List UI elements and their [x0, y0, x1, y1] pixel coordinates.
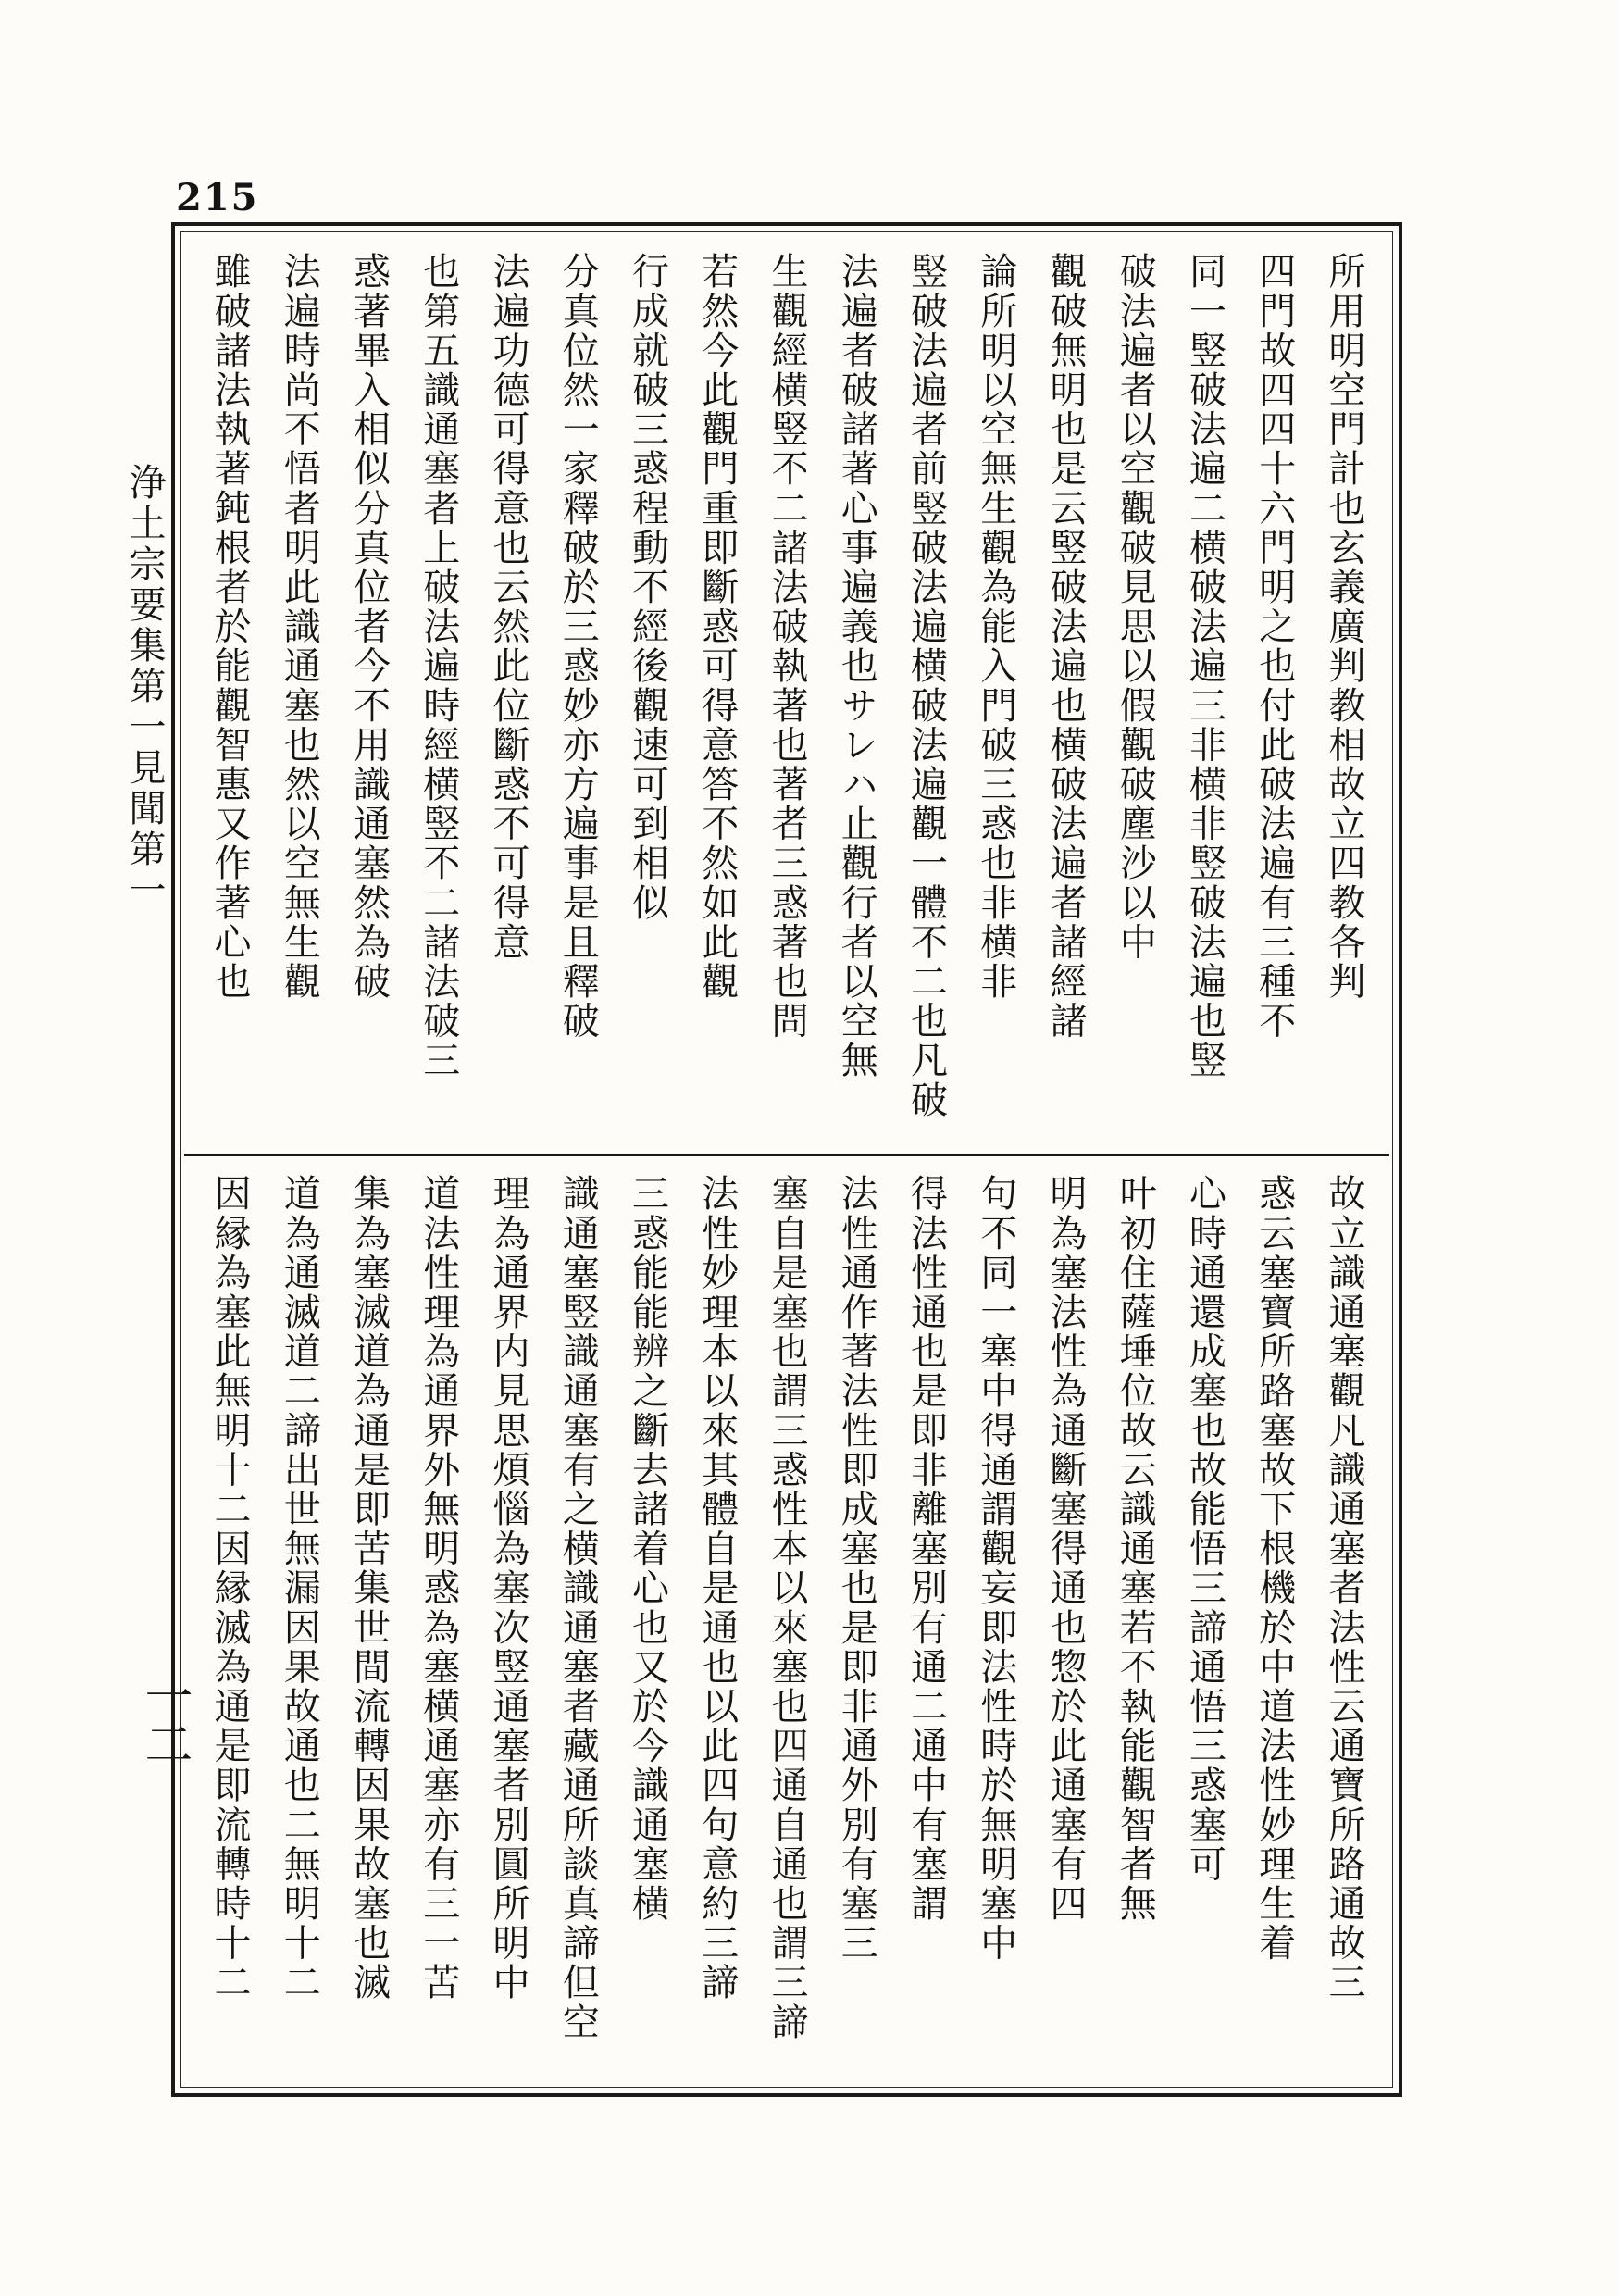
lower-column: 因縁為塞此無明十二因縁滅為通是即流轉時十二 [208, 1174, 251, 2003]
text-frame [171, 222, 1402, 2097]
upper-column: 也第五識通塞者上破法遍時經横竪不二諸法破三 [417, 252, 460, 1080]
lower-column: 故立識通塞觀凡識通塞者法性云通寶所路通故三 [1323, 1174, 1365, 2003]
lower-column: 集為塞滅道為通是即苦集世間流轉因果故塞也滅 [347, 1174, 391, 2003]
upper-column: 法遍時尚不悟者明此識通塞也然以空無生觀 [278, 252, 321, 1002]
upper-column: 分真位然一家釋破於三惑妙亦方遍事是且釋破 [556, 252, 600, 1041]
upper-column: 生觀經横竪不二諸法破執著也著者三惑著也問 [765, 252, 808, 1041]
upper-column: 法遍功德可得意也云然此位斷惑不可得意 [487, 252, 529, 962]
lower-text-block [203, 1174, 1371, 2077]
lower-column: 得法性通也是即非離塞別有通二通中有塞謂 [904, 1174, 948, 1924]
upper-column: 行成就破三惑程動不經後觀速可到相似 [626, 252, 669, 923]
lower-column: 惑云塞寶所路塞故下根機於中道法性妙理生着 [1252, 1174, 1296, 1963]
upper-column: 若然今此觀門重即斷惑可得意答不然如此觀 [695, 252, 739, 1002]
lower-column: 法性妙理本以來其體自是通也以此四句意約三諦 [695, 1174, 739, 2003]
lower-column: 三惑能能辨之斷去諸着心也又於今識通塞横 [626, 1174, 669, 1924]
upper-column: 惑著畢入相似分真位者今不用識通塞然為破 [347, 252, 391, 1002]
page-number: 215 [176, 176, 259, 219]
lower-column: 叶初住薩埵位故云識通塞若不執能觀智者無 [1114, 1174, 1157, 1924]
upper-column: 同一竪破法遍二横破法遍三非横非竪破法遍也竪 [1183, 252, 1226, 1080]
section-divider [184, 1154, 1389, 1156]
lower-column: 道法性理為通界外無明惑為塞横通塞亦有三一苦 [417, 1174, 460, 2003]
upper-column: 論所明以空無生觀為能入門破三惑也非横非 [974, 252, 1017, 1002]
lower-column: 理為通界内見思煩惱為塞次竪通塞者別圓所明中 [487, 1174, 529, 2003]
upper-column: 雖破諸法執著鈍根者於能觀智惠又作著心也 [208, 252, 251, 1002]
upper-column: 四門故四四十六門明之也付此破法遍有三種不 [1252, 252, 1296, 1041]
lower-column: 塞自是塞也謂三惑性本以來塞也四通自通也謂三諦 [765, 1174, 808, 2042]
upper-column: 觀破無明也是云竪破法遍也横破法遍者諸經諸 [1044, 252, 1087, 1041]
lower-column: 心時通還成塞也故能悟三諦通悟三惑塞可 [1183, 1174, 1226, 1884]
lower-column: 法性通作著法性即成塞也是即非通外別有塞三 [835, 1174, 878, 1963]
lower-column: 識通塞竪識通塞有之横識通塞者藏通所談真諦但空 [556, 1174, 600, 2042]
upper-column: 法遍者破諸著心事遍義也サレハ止觀行者以空無 [835, 252, 878, 1080]
leaf-number: 一二 [136, 1671, 192, 1767]
lower-column: 明為塞法性為通斷塞得通也惣於此通塞有四 [1044, 1174, 1087, 1924]
upper-column: 所用明空門計也玄義廣判教相故立四教各判 [1323, 252, 1365, 1002]
upper-column: 破法遍者以空觀破見思以假觀破塵沙以中 [1114, 252, 1157, 962]
upper-text-block [203, 252, 1371, 1141]
lower-column: 句不同一塞中得通謂觀妄即法性時於無明塞中 [974, 1174, 1017, 1963]
upper-column: 竪破法遍者前竪破法遍横破法遍觀一體不二也凡破 [904, 252, 948, 1120]
running-title: 浄土宗要集第一見聞第一 [123, 463, 166, 911]
lower-column: 道為通滅道二諦出世無漏因果故通也二無明十二 [278, 1174, 321, 2003]
